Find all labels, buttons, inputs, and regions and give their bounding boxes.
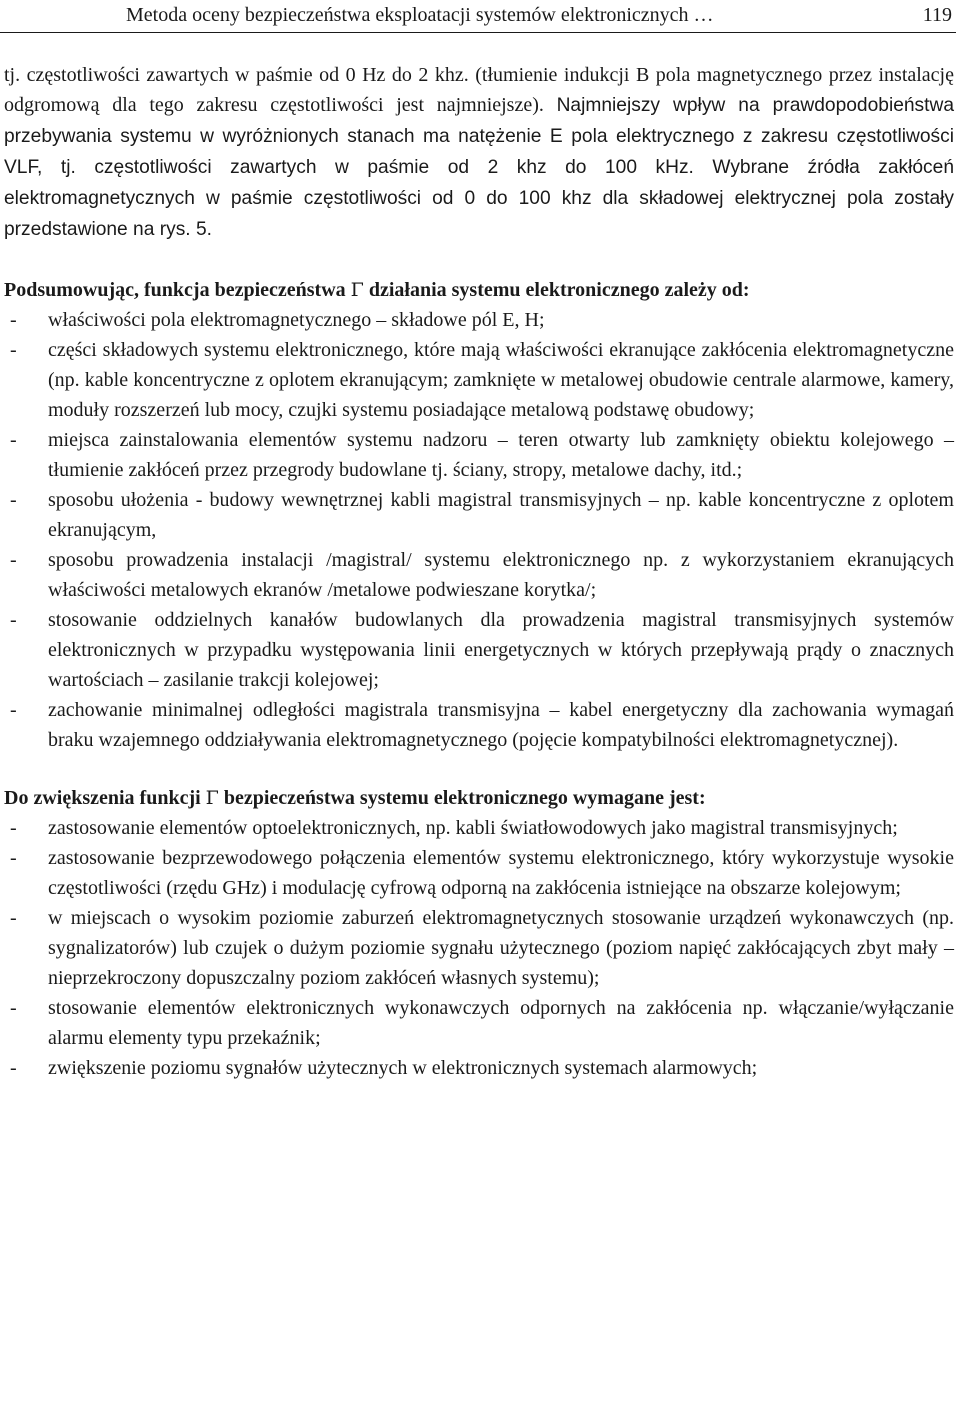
list-item-text: w miejscach o wysokim poziomie zaburzeń elektromagnetycznych stosowanie urządzeń wykonawczych (np. sygnalizatorów) lub czujek o dużym poziomie sygnału użytecznego (poziom napięć zakłócających zbyt mały – nieprzekroczony dopuszczalny poziom zakłóceń własnych systemu); (48, 907, 954, 989)
intro-paragraph (4, 60, 954, 245)
dash-marker: - (10, 309, 17, 331)
list-item-text: zwiększenie poziomu sygnałów użytecznych w elektronicznych systemach alarmowych; (48, 1057, 758, 1079)
list-item (4, 843, 954, 903)
dash-marker: - (10, 817, 17, 839)
running-title: Metoda oceny bezpieczeństwa eksploatacji systemów elektronicznych … (126, 4, 714, 26)
list-item-text: sposobu ułożenia - budowy wewnętrznej kabli magistral transmisyjnych – np. kable koncentryczne z oplotem ekranującym, (48, 489, 954, 541)
running-header (0, 0, 956, 33)
list-item-text: stosowanie oddzielnych kanałów budowlanych dla prowadzenia magistral transmisyjnych systemów elektronicznych w przypadku występowania linii energetycznych w których przepływają prądy o znacznych wartościach – zasilanie trakcji kolejowej; (48, 609, 954, 691)
list-item (4, 1053, 954, 1083)
dash-marker: - (10, 699, 17, 721)
list-item-text: sposobu prowadzenia instalacji /magistral/ systemu elektronicznego np. z wykorzystaniem ekranujących właściwości metalowych ekranów /metalowe podwieszane korytka/; (48, 549, 954, 601)
dash-marker: - (10, 489, 17, 511)
section1-heading-before: Podsumowując, funkcja bezpieczeństwa (4, 279, 351, 301)
intro-serif-text: tj. częstotliwości zawartych w paśmie od 0 Hz do 2 khz. (tłumienie indukcji B pola magnetycznego przez instalację odgromową dla tego zakresu częstotliwości jest najmniejsze). (4, 64, 954, 116)
dash-marker: - (10, 1057, 17, 1079)
spacer (4, 755, 954, 783)
intro-sans-text: Najmniejszy wpływ na prawdopodobieństwa przebywania systemu w wyróżnionych stanach ma natężenie E pola elektrycznego z zakresu częstotliwości VLF, tj. częstotliwości zawartych w paśmie od 2 khz do 100 kHz. Wybrane źródła zakłóceń elektromagnetycznych w paśmie częstotliwości od 0 do 100 khz dla składowej elektrycznej pola zostały przedstawione na rys. 5. (4, 95, 954, 240)
gamma-symbol: Γ (350, 279, 364, 301)
dash-marker: - (10, 997, 17, 1019)
list-item (4, 485, 954, 545)
list-item-text: zastosowanie elementów optoelektronicznych, np. kabli światłowodowych jako magistral transmisyjnych; (48, 817, 898, 839)
list-item (4, 425, 954, 485)
page-content (4, 60, 954, 1083)
page-number: 119 (922, 4, 952, 26)
list-item (4, 993, 954, 1053)
section1-heading (4, 275, 954, 305)
list-item (4, 813, 954, 843)
list-item-text: stosowanie elementów elektronicznych wykonawczych odpornych na zakłócenia np. włączanie/wyłączanie alarmu elementy typu przekaźnik; (48, 997, 954, 1049)
list-item (4, 695, 954, 755)
list-item-text: zachowanie minimalnej odległości magistrala transmisyjna – kabel energetyczny dla zachowania wymagań braku wzajemnego oddziaływania elektromagnetycznego (pojęcie kompatybilności elektromagnetycznej). (48, 699, 954, 751)
section2-list (4, 813, 954, 1083)
gamma-symbol: Γ (205, 787, 219, 809)
list-item (4, 903, 954, 993)
list-item (4, 305, 954, 335)
list-item (4, 335, 954, 425)
dash-marker: - (10, 339, 17, 361)
dash-marker: - (10, 429, 17, 451)
list-item-text: właściwości pola elektromagnetycznego – składowe pól E, H; (48, 309, 545, 331)
dash-marker: - (10, 549, 17, 571)
list-item (4, 605, 954, 695)
section2-heading-after: bezpieczeństwa systemu elektronicznego wymagane jest: (218, 787, 706, 809)
spacer (4, 245, 954, 275)
section1-heading-after: działania systemu elektronicznego zależy od: (363, 279, 750, 301)
dash-marker: - (10, 907, 17, 929)
list-item-text: zastosowanie bezprzewodowego połączenia elementów systemu elektronicznego, który wykorzystuje wysokie częstotliwości (rzędu GHz) i modulację cyfrową odporną na zakłócenia istniejące na obszarze kolejowym; (48, 847, 954, 899)
section2-heading (4, 783, 954, 813)
list-item (4, 545, 954, 605)
list-item-text: części składowych systemu elektronicznego, które mają właściwości ekranujące zakłócenia elektromagnetyczne (np. kable koncentryczne z oplotem ekranującym; zamknięte w metalowej obudowie centrale alarmowe, kamery, moduły rozszerzeń lub mocy, czujki systemu posiadające metalową podstawę obudowy; (48, 339, 954, 421)
dash-marker: - (10, 847, 17, 869)
list-item-text: miejsca zainstalowania elementów systemu nadzoru – teren otwarty lub zamknięty obiektu kolejowego – tłumienie zakłóceń przez przegrody budowlane tj. ściany, stropy, metalowe dachy, itd.; (48, 429, 954, 481)
section2-heading-before: Do zwiększenia funkcji (4, 787, 206, 809)
dash-marker: - (10, 609, 17, 631)
section1-list (4, 305, 954, 755)
